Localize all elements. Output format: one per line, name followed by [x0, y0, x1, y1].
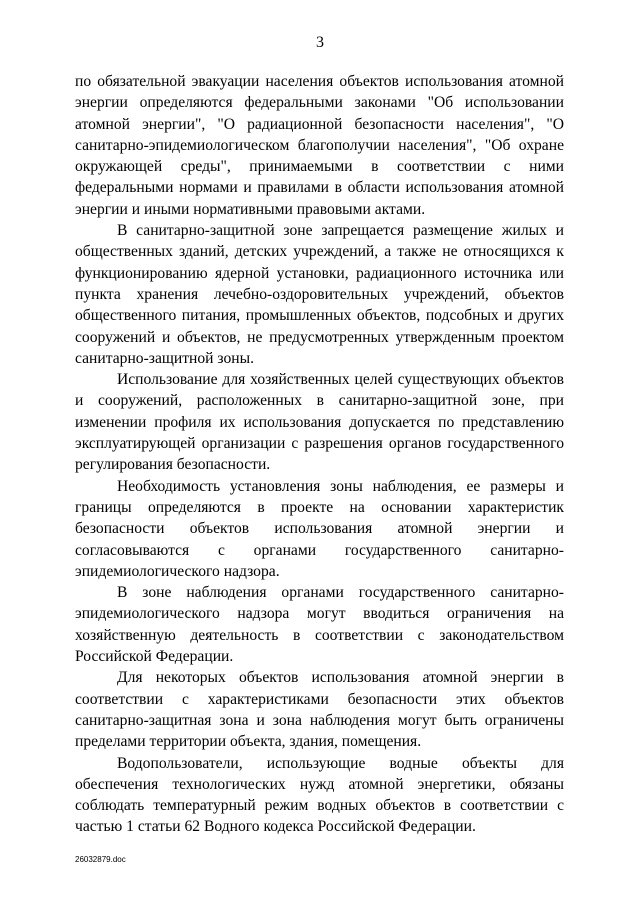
footer-filename: 26032879.doc: [75, 855, 126, 864]
paragraph-economic-use: Использование для хозяйственных целей существующих объектов и сооружений, расположенных в санитарно-защитной зоне, при изменении профиля их использования допускается по представлению эксплуатирующей организации с разрешения органов государственного регулирования безопасности.: [75, 371, 564, 474]
paragraph-evacuation-laws: по обязательной эвакуации населения объектов использования атомной энергии определяются федеральными законами "Об использовании атомной энергии", "О радиационной безопасности населения", "О санитарно-эпидемиологическом благополучии населения", "Об охране окружающей среды", принимаемыми в соответствии с ними федеральными нормами и правилами в области использования атомной энергии и иными нормативными правовыми актами.: [75, 73, 564, 218]
paragraph-observation-zone: Необходимость установления зоны наблюдения, ее размеры и границы определяются в проекте на основании характеристик безопасности объектов использования атомной энергии и согласовываются с органами государственного санитарно-эпидемиологического надзора.: [75, 477, 564, 580]
paragraph-observation-restrictions: В зоне наблюдения органами государственного санитарно-эпидемиологического надзора могут вводиться ограничения на хозяйственную деятельность в соответствии с законодательством Российской Федерации.: [75, 584, 564, 666]
document-body: [75, 71, 564, 838]
page-number: 3: [316, 34, 324, 51]
paragraph-zone-limits: Для некоторых объектов использования атомной энергии в соответствии с характеристиками безопасности этих объектов санитарно-защитная зона и зона наблюдения могут быть ограничены пределами территории объекта, здания, помещения.: [75, 669, 564, 751]
paragraph-water-users: Водопользователи, использующие водные объекты для обеспечения технологических нужд атомной энергетики, обязаны соблюдать температурный режим водных объектов в соответствии с частью 1 статьи 62 Водного кодекса Российской Федерации.: [75, 754, 564, 836]
paragraph-sanitary-zone-prohibitions: В санитарно-защитной зоне запрещается размещение жилых и общественных зданий, детских учреждений, а также не относящихся к функционированию ядерной установки, радиационного источника или пункта хранения лечебно-оздоровительных учреждений, объектов общественного питания, промышленных объектов, подсобных и других сооружений и объектов, не предусмотренных утвержденным проектом санитарно-защитной зоны.: [75, 222, 564, 367]
